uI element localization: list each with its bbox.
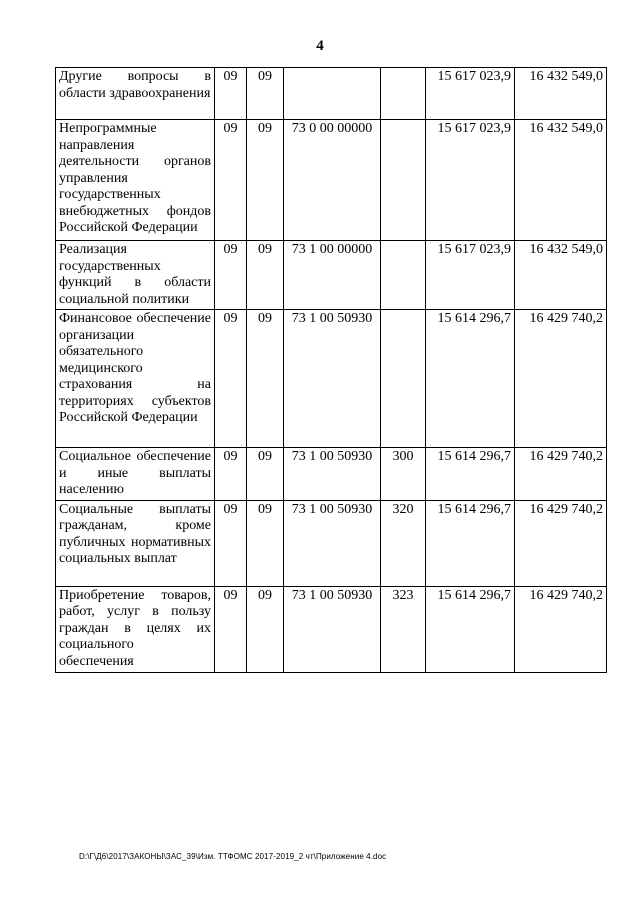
footer-file-path: D:\Г\Д6\2017\ЗАКОНЫ\ЗАС_39\Изм. ТТФОМС 2017-2019_2 чт\Приложение 4.doc (79, 852, 387, 861)
amount-year-2: 16 432 549,0 (515, 241, 607, 310)
subsection-code: 09 (247, 68, 284, 120)
subsection-code: 09 (247, 310, 284, 448)
section-code: 09 (215, 120, 247, 241)
row-name: Финансовое обеспечение организации обязательного медицинского страхования на территориях субъектов Российской Федерации (56, 310, 215, 448)
expense-type-code (381, 241, 426, 310)
expense-type-code (381, 310, 426, 448)
amount-year-2: 16 432 549,0 (515, 68, 607, 120)
amount-year-2: 16 429 740,2 (515, 586, 607, 672)
amount-year-1: 15 617 023,9 (426, 68, 515, 120)
row-name: Реализация государственных функций в области социальной политики (56, 241, 215, 310)
target-item-code: 73 1 00 50930 (284, 310, 381, 448)
subsection-code: 09 (247, 120, 284, 241)
budget-table (55, 67, 607, 673)
amount-year-1: 15 614 296,7 (426, 500, 515, 586)
amount-year-1: 15 614 296,7 (426, 586, 515, 672)
section-code: 09 (215, 68, 247, 120)
expense-type-code (381, 120, 426, 241)
section-code: 09 (215, 310, 247, 448)
table-row (56, 310, 607, 448)
subsection-code: 09 (247, 448, 284, 501)
target-item-code: 73 1 00 50930 (284, 586, 381, 672)
section-code: 09 (215, 448, 247, 501)
amount-year-1: 15 614 296,7 (426, 310, 515, 448)
page-number: 4 (316, 38, 324, 54)
target-item-code: 73 1 00 00000 (284, 241, 381, 310)
target-item-code: 73 1 00 50930 (284, 448, 381, 501)
subsection-code: 09 (247, 586, 284, 672)
amount-year-1: 15 614 296,7 (426, 448, 515, 501)
target-item-code (284, 68, 381, 120)
table-row (56, 241, 607, 310)
amount-year-2: 16 432 549,0 (515, 120, 607, 241)
row-name: Непрограммные направления деятельности органов управления государственных внебюджетных фондов Российской Федерации (56, 120, 215, 241)
subsection-code: 09 (247, 500, 284, 586)
section-code: 09 (215, 241, 247, 310)
expense-type-code: 323 (381, 586, 426, 672)
amount-year-2: 16 429 740,2 (515, 310, 607, 448)
row-name: Приобретение товаров, работ, услуг в пользу граждан в целях их социального обеспечения (56, 586, 215, 672)
section-code: 09 (215, 586, 247, 672)
table-row (56, 500, 607, 586)
subsection-code: 09 (247, 241, 284, 310)
expense-type-code (381, 68, 426, 120)
table-row (56, 120, 607, 241)
table-row (56, 68, 607, 120)
target-item-code: 73 0 00 00000 (284, 120, 381, 241)
amount-year-1: 15 617 023,9 (426, 120, 515, 241)
section-code: 09 (215, 500, 247, 586)
amount-year-2: 16 429 740,2 (515, 448, 607, 501)
amount-year-1: 15 617 023,9 (426, 241, 515, 310)
row-name: Социальное обеспечение и иные выплаты населению (56, 448, 215, 501)
expense-type-code: 300 (381, 448, 426, 501)
table-row (56, 448, 607, 501)
row-name: Другие вопросы в области здравоохранения (56, 68, 215, 120)
target-item-code: 73 1 00 50930 (284, 500, 381, 586)
amount-year-2: 16 429 740,2 (515, 500, 607, 586)
table-row (56, 586, 607, 672)
expense-type-code: 320 (381, 500, 426, 586)
row-name: Социальные выплаты гражданам, кроме публичных нормативных социальных выплат (56, 500, 215, 586)
